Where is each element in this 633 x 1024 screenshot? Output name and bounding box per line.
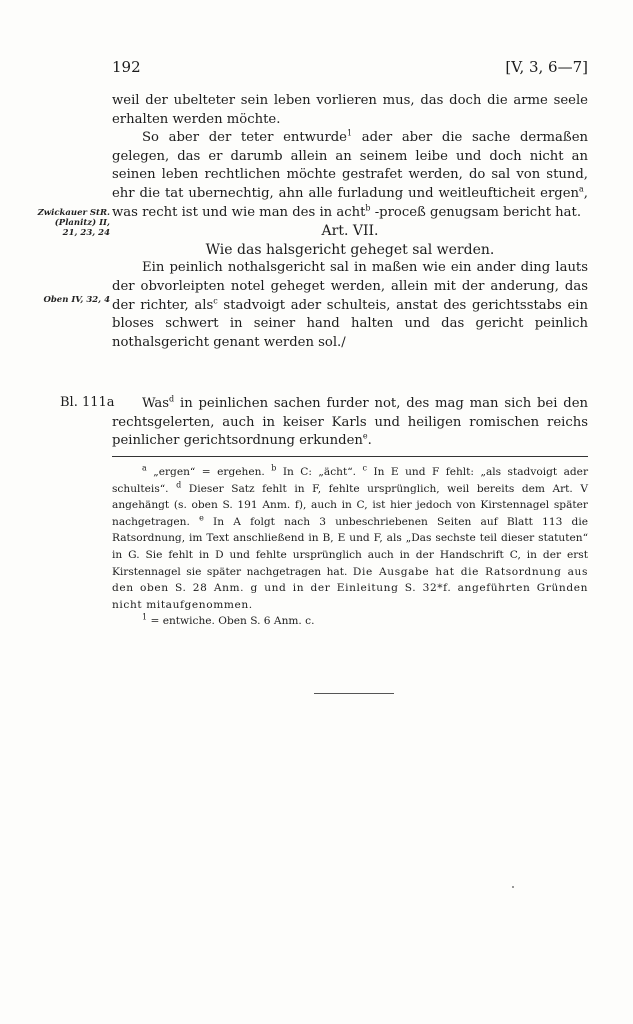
- footnote-text: = entwiche. Oben S. 6 Anm. c.: [147, 615, 315, 628]
- main-text: [112, 92, 588, 352]
- page-header: [112, 58, 588, 80]
- speck-mark: [512, 886, 514, 888]
- footnote-marker: b: [271, 463, 277, 473]
- margin-note-oben: Oben IV, 32, 4: [43, 295, 110, 305]
- footnote-ref: d: [169, 394, 175, 404]
- footnote-marker: d: [176, 480, 182, 490]
- footnote-marker: 1: [142, 612, 148, 622]
- footnote-text: Dieser Satz fehlt in F, fehlte ursprünglich, weil bereits dem Art. V angehängt (s. oben S. 191 Anm. f), auch in C, ist hier jedoch von Kirstennagel später nachgetragen.: [112, 482, 588, 528]
- text-run: in peinlichen sachen furder not, des mag man sich bei den rechtsgelerten, auch in keiser Karls und heiligen romischen reichs peinlicher gerichtsordnung erkunden: [112, 396, 588, 449]
- margin-note-line: 21, 23, 24: [62, 228, 110, 238]
- article-heading: Art. VII.: [321, 223, 379, 240]
- text-run: -proceß genugsam bericht hat.: [370, 204, 582, 220]
- footnote-letters: [112, 464, 588, 613]
- footnote-ref: a: [579, 184, 584, 194]
- paragraph-1: [112, 92, 588, 129]
- paragraph-2: [112, 129, 588, 222]
- text-line: erhalten werden möchte.: [112, 111, 281, 127]
- end-rule: [314, 693, 394, 694]
- footnote-ref: c: [213, 296, 218, 306]
- margin-note-zwickauer: [22, 208, 110, 238]
- margin-note-line: (Planitz) II,: [54, 218, 110, 228]
- text-run: Ein peinlich nothalsgericht sal in maßen wie ein ander ding lauts der obvorleipten notel geheget werden, allein mit der anderung, das der richter, als: [112, 260, 588, 313]
- footnote-ref: 1: [347, 128, 353, 138]
- page-number: 192: [112, 58, 141, 76]
- margin-note-line: Zwickauer StR.: [37, 208, 110, 218]
- footnote-marker: c: [362, 463, 367, 473]
- text-line: weil der ubelteter sein leben vorlieren mus, das doch die arme seele: [112, 93, 588, 108]
- footnote-marker: e: [199, 513, 204, 523]
- footnote-marker: a: [142, 463, 147, 473]
- footnotes: [112, 464, 588, 630]
- section-reference: [V, 3, 6—7]: [505, 58, 588, 76]
- footnote-text: In A folgt nach 3 unbeschriebenen Seiten auf Blatt 113 die Ratsordnung, im Text anschließend in B, E und F, als „Das sechste teil dieser statuten“ in G. Sie fehlt in D und fehlte ursprünglich auch in der Handschrift C, in der erst Kirstennagel sie später nachgetragen hat.: [112, 515, 588, 578]
- footnote-numbers: [112, 613, 588, 630]
- footnote-ref: e: [362, 431, 368, 441]
- text-run: stadvoigt ader schulteis, anstat des gerichtsstabs ein bloses schwert in seiner hand halten und das gericht peinlich nothalsgericht genant werden sol./: [112, 297, 588, 350]
- paragraph-3: [112, 259, 588, 352]
- footnote-text: In E und F fehlt: „als stadvoigt ader schulteis“.: [112, 466, 589, 495]
- footnote-separator: [112, 456, 588, 457]
- footnote-text: Die Ausgabe hat die Ratsordnung aus den oben S. 28 Anm. g und in der Einleitung S. 32*f. angeführten Gründen nicht mitaufgenommen.: [112, 565, 588, 611]
- text-run: .: [367, 433, 372, 449]
- text-run: ader aber die sache dermaßen gelegen, das er darumb allein an seinem leibe und doch nicht an seinen leben rechtlichen möchte gestrafet werden, do sal von stund, ehr die tat ubernechtig, ahn alle furladung und weitleufticheit ergen: [112, 130, 588, 201]
- footnote-text: In C: „ächt“.: [276, 466, 363, 478]
- text-run: Was: [142, 396, 170, 411]
- margin-note-folio: Bl. 111a: [60, 395, 115, 410]
- paragraph-4: [112, 395, 588, 451]
- text-run: , was recht ist und wie man des in acht: [112, 185, 588, 220]
- footnote-text: „ergen“ = ergehen.: [146, 466, 272, 478]
- footnote-ref: b: [365, 203, 371, 213]
- text-run: So aber der teter entwurde: [142, 130, 347, 146]
- closing-paragraph: [112, 395, 588, 451]
- article-title: Wie das halsgericht geheget sal werden.: [205, 241, 495, 258]
